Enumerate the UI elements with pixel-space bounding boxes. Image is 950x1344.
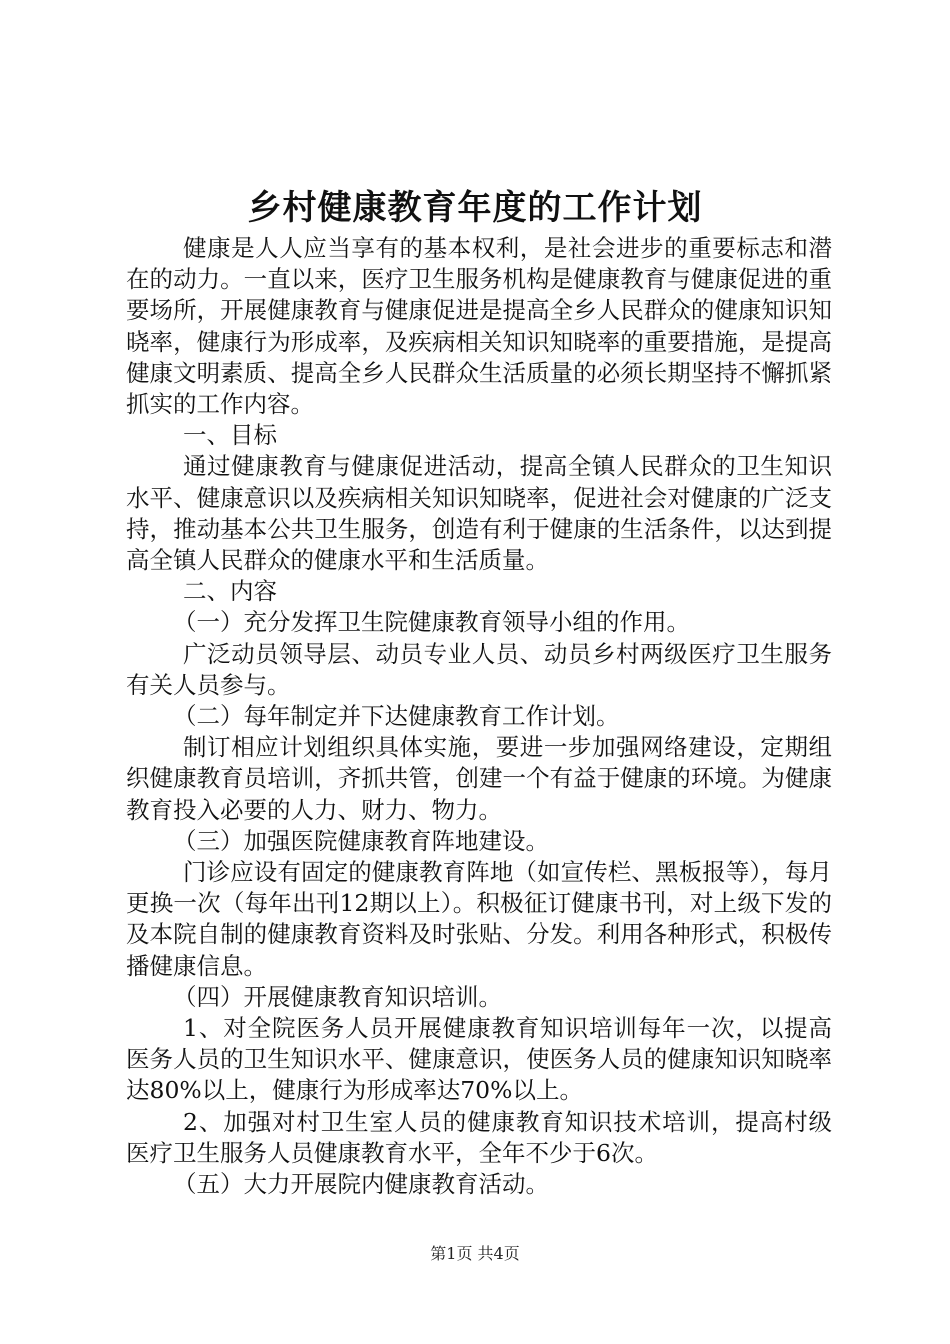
subheading-1: （一）充分发挥卫生院健康教育领导小组的作用。 xyxy=(173,608,690,637)
paragraph-goal: 通过健康教育与健康促进活动，提高全镇人民群众的卫生知识水平、健康意识以及疾病相关知识知晓率，促进社会对健康的广泛支持，推动基本公共卫生服务，创造有利于健康的生活条件，以达到提高全镇人民群众的健康水平和生活质量。 xyxy=(126,452,832,575)
paragraph-3: 门诊应设有固定的健康教育阵地（如宣传栏、黑板报等），每月更换一次（每年出刊12期以上）。积极征订健康书刊，对上级下发的及本院自制的健康教育资料及时张贴、分发。利用各种形式，积极传播健康信息。 xyxy=(126,858,832,980)
list-item-1: 1、对全院医务人员开展健康教育知识培训每年一次，以提高医务人员的卫生知识水平、健康意识，使医务人员的健康知识知晓率达80%以上，健康行为形成率达70%以上。 xyxy=(126,1014,832,1105)
paragraph-intro: 健康是人人应当享有的基本权利，是社会进步的重要标志和潜在的动力。一直以来，医疗卫生服务机构是健康教育与健康促进的重要场所，开展健康教育与健康促进是提高全乡人民群众的健康知识知晓率，健康行为形成率，及疾病相关知识知晓率的重要措施，是提高健康文明素质、提高全乡人民群众生活质量的必须长期坚持不懈抓紧抓实的工作内容。 xyxy=(126,234,832,419)
subheading-3: （三）加强医院健康教育阵地建设。 xyxy=(173,826,549,855)
subheading-2: （二）每年制定并下达健康教育工作计划。 xyxy=(173,702,620,731)
list-item-2: 2、加强对村卫生室人员的健康教育知识技术培训，提高村级医疗卫生服务人员健康教育水平，全年不少于6次。 xyxy=(126,1107,832,1167)
paragraph-2: 制订相应计划组织具体实施，要进一步加强网络建设，定期组织健康教育员培训，齐抓共管，创建一个有益于健康的环境。为健康教育投入必要的人力、财力、物力。 xyxy=(126,733,832,824)
document-body xyxy=(126,233,832,1200)
section-heading-content: 二、内容 xyxy=(183,577,277,606)
page-indicator: 第1页 共4页 xyxy=(430,1244,520,1263)
subheading-5: （五）大力开展院内健康教育活动。 xyxy=(173,1170,549,1199)
section-heading-goal: 一、目标 xyxy=(183,421,277,450)
subheading-4: （四）开展健康教育知识培训。 xyxy=(173,982,502,1011)
document-title: 乡村健康教育年度的工作计划 xyxy=(247,188,703,228)
paragraph-1: 广泛动员领导层、动员专业人员、动员乡村两级医疗卫生服务有关人员参与。 xyxy=(126,639,832,699)
